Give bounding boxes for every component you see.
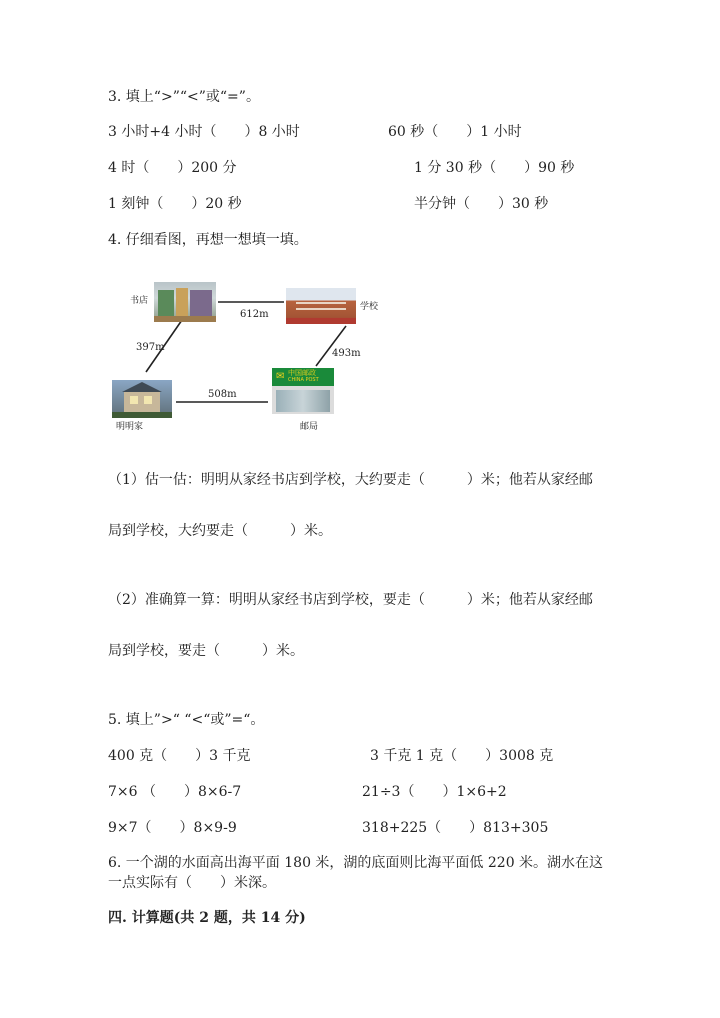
line-post-school (316, 326, 346, 366)
q5-item-5: 9×7（ ）8×9-9 (108, 820, 237, 836)
q3-item-4: 1 分 30 秒（ ）90 秒 (414, 160, 575, 176)
q4-sub1-line1: （1）估一估：明明从家经书店到学校，大约要走（ ）米；他若从家经邮 (108, 472, 593, 488)
post-logo-icon: ✉ (276, 371, 285, 382)
school-image (286, 288, 356, 324)
q5-item-3: 7×6 （ ）8×6-7 (108, 784, 242, 800)
distance-home-bookstore: 397m (136, 342, 165, 353)
distance-home-post: 508m (208, 389, 237, 400)
q3-title: 3. 填上“>”“<”或“=”。 (108, 89, 260, 105)
label-school: 学校 (360, 302, 379, 312)
q4-sub2-line2: 局到学校，要走（ ）米。 (108, 643, 304, 659)
route-diagram (108, 276, 378, 436)
q4-title: 4. 仔细看图，再想一想填一填。 (108, 232, 308, 248)
q3-item-3: 4 时（ ）200 分 (108, 160, 237, 176)
distance-post-school: 493m (332, 348, 361, 359)
label-home: 明明家 (116, 422, 144, 432)
label-post-office: 邮局 (300, 422, 319, 432)
post-sign-text-en: CHINA POST (288, 377, 319, 383)
q5-item-1: 400 克（ ）3 千克 (108, 748, 251, 764)
label-bookstore: 书店 (130, 296, 149, 306)
home-image (112, 380, 172, 418)
post-office-image (272, 368, 334, 414)
q3-item-1: 3 小时+4 小时（ ）8 小时 (108, 124, 300, 140)
q4-sub1-line2: 局到学校，大约要走（ ）米。 (108, 523, 332, 539)
section-4-title: 四. 计算题(共 2 题，共 14 分) (108, 910, 306, 926)
q5-item-6: 318+225（ ）813+305 (362, 820, 549, 836)
q5-item-2: 3 千克 1 克（ ）3008 克 (370, 748, 554, 764)
q3-item-2: 60 秒（ ）1 小时 (388, 124, 522, 140)
q4-sub2-line1: （2）准确算一算：明明从家经书店到学校，要走（ ）米；他若从家经邮 (108, 592, 593, 608)
q6-line1: 6. 一个湖的水面高出海平面 180 米，湖的底面则比海平面低 220 米。湖水在这 (108, 855, 604, 871)
q6-line2: 一点实际有（ ）米深。 (108, 875, 276, 891)
q3-item-5: 1 刻钟（ ）20 秒 (108, 196, 242, 212)
post-sign-text: 中国邮政 (288, 369, 316, 377)
post-sign (272, 368, 334, 386)
distance-bookstore-school: 612m (240, 309, 269, 320)
q5-title: 5. 填上”>“ “<“或”=“。 (108, 712, 265, 728)
q3-item-6: 半分钟（ ）30 秒 (414, 196, 549, 212)
q5-item-4: 21÷3（ ）1×6+2 (362, 784, 507, 800)
bookstore-image (154, 282, 216, 322)
